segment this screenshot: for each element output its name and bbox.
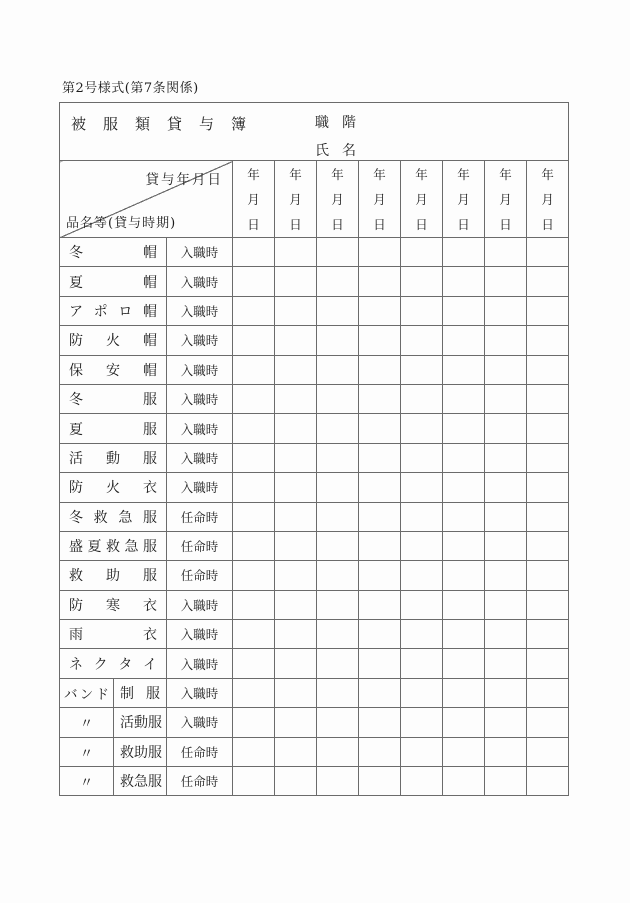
table-row bbox=[60, 296, 569, 325]
ditto-mark: 〃 bbox=[79, 745, 94, 762]
date-entry-cell bbox=[359, 737, 401, 766]
date-entry-cell bbox=[443, 678, 485, 707]
table-row bbox=[60, 678, 569, 707]
date-entry-cell bbox=[527, 443, 569, 472]
period-cell: 入職時 bbox=[167, 414, 233, 443]
date-part-label: 年 bbox=[289, 167, 302, 182]
period-cell: 入職時 bbox=[167, 590, 233, 619]
date-entry-cell bbox=[401, 502, 443, 531]
date-entry-cell bbox=[527, 649, 569, 678]
date-entry-cell bbox=[401, 561, 443, 590]
date-entry-cell bbox=[401, 355, 443, 384]
date-entry-cell bbox=[527, 590, 569, 619]
date-entry-cell bbox=[233, 678, 275, 707]
item-name-cell bbox=[60, 414, 167, 443]
date-column-header bbox=[485, 161, 527, 238]
date-part-label: 年 bbox=[415, 167, 428, 182]
date-entry-cell bbox=[485, 620, 527, 649]
item-name-cell bbox=[60, 531, 167, 560]
table-row bbox=[60, 326, 569, 355]
item-name-cell bbox=[60, 267, 167, 296]
date-entry-cell bbox=[401, 473, 443, 502]
date-entry-cell bbox=[485, 238, 527, 267]
date-entry-cell bbox=[485, 531, 527, 560]
date-entry-cell bbox=[233, 620, 275, 649]
date-part-label: 月 bbox=[373, 192, 386, 207]
date-part-label: 年 bbox=[499, 167, 512, 182]
date-entry-cell bbox=[359, 649, 401, 678]
date-entry-cell bbox=[275, 590, 317, 619]
item-group-cell bbox=[60, 708, 114, 737]
date-column-header bbox=[275, 161, 317, 238]
item-name-cell bbox=[60, 384, 167, 413]
date-entry-cell bbox=[359, 384, 401, 413]
date-entry-cell bbox=[401, 267, 443, 296]
date-entry-cell bbox=[443, 561, 485, 590]
date-column-header bbox=[359, 161, 401, 238]
date-entry-cell bbox=[359, 355, 401, 384]
period-cell: 任命時 bbox=[167, 531, 233, 560]
date-entry-cell bbox=[485, 767, 527, 796]
date-entry-cell bbox=[317, 708, 359, 737]
date-entry-cell bbox=[359, 296, 401, 325]
period-cell: 入職時 bbox=[167, 238, 233, 267]
date-entry-cell bbox=[359, 267, 401, 296]
date-column-header bbox=[527, 161, 569, 238]
date-entry-cell bbox=[233, 531, 275, 560]
item-name-cell bbox=[114, 767, 167, 796]
date-part-label: 日 bbox=[289, 217, 302, 232]
item-name: 防 火 衣 bbox=[69, 480, 157, 497]
date-part-label: 年 bbox=[373, 167, 386, 182]
table-row bbox=[60, 414, 569, 443]
date-entry-cell bbox=[443, 238, 485, 267]
ditto-mark: 〃 bbox=[79, 716, 94, 733]
date-entry-cell bbox=[527, 531, 569, 560]
date-entry-cell bbox=[359, 238, 401, 267]
date-entry-cell bbox=[275, 443, 317, 472]
item-name: 救 助 服 bbox=[120, 744, 162, 761]
date-entry-cell bbox=[275, 561, 317, 590]
item-name-cell bbox=[114, 708, 167, 737]
date-entry-cell bbox=[443, 355, 485, 384]
date-entry-cell bbox=[401, 443, 443, 472]
date-entry-cell bbox=[359, 443, 401, 472]
date-entry-cell bbox=[485, 414, 527, 443]
column-header-row bbox=[60, 161, 569, 238]
date-part-label: 年 bbox=[247, 167, 260, 182]
date-entry-cell bbox=[443, 708, 485, 737]
period-cell: 入職時 bbox=[167, 678, 233, 707]
date-entry-cell bbox=[401, 767, 443, 796]
item-name-cell bbox=[60, 473, 167, 502]
date-entry-cell bbox=[359, 590, 401, 619]
date-entry-cell bbox=[275, 326, 317, 355]
date-entry-cell bbox=[317, 473, 359, 502]
date-entry-cell bbox=[527, 737, 569, 766]
date-part-label: 月 bbox=[415, 192, 428, 207]
date-entry-cell bbox=[401, 620, 443, 649]
date-entry-cell bbox=[485, 326, 527, 355]
date-entry-cell bbox=[527, 414, 569, 443]
period-cell: 入職時 bbox=[167, 326, 233, 355]
date-entry-cell bbox=[233, 649, 275, 678]
table-row bbox=[60, 531, 569, 560]
date-entry-cell bbox=[443, 296, 485, 325]
date-entry-cell bbox=[443, 267, 485, 296]
table-row bbox=[60, 590, 569, 619]
date-entry-cell bbox=[359, 502, 401, 531]
date-entry-cell bbox=[527, 678, 569, 707]
date-part-label: 月 bbox=[247, 192, 260, 207]
item-name-cell bbox=[60, 355, 167, 384]
date-entry-cell bbox=[317, 767, 359, 796]
date-entry-cell bbox=[317, 620, 359, 649]
date-entry-cell bbox=[485, 649, 527, 678]
date-part-label: 年 bbox=[457, 167, 470, 182]
date-entry-cell bbox=[527, 326, 569, 355]
date-entry-cell bbox=[485, 678, 527, 707]
date-entry-cell bbox=[443, 443, 485, 472]
date-entry-cell bbox=[233, 296, 275, 325]
date-entry-cell bbox=[233, 767, 275, 796]
date-entry-cell bbox=[527, 267, 569, 296]
item-name-header-label: 品名等(貸与時期) bbox=[66, 216, 177, 231]
date-entry-cell bbox=[233, 708, 275, 737]
date-entry-cell bbox=[443, 326, 485, 355]
date-entry-cell bbox=[233, 414, 275, 443]
date-entry-cell bbox=[275, 737, 317, 766]
item-name: 冬 帽 bbox=[69, 245, 157, 262]
date-part-label: 年 bbox=[331, 167, 344, 182]
date-entry-cell bbox=[401, 238, 443, 267]
date-entry-cell bbox=[275, 384, 317, 413]
item-name-cell bbox=[114, 678, 167, 707]
date-entry-cell bbox=[317, 267, 359, 296]
date-entry-cell bbox=[233, 561, 275, 590]
item-name-cell bbox=[60, 238, 167, 267]
period-cell: 任命時 bbox=[167, 502, 233, 531]
date-entry-cell bbox=[401, 414, 443, 443]
item-group: バ ン ド bbox=[64, 687, 109, 704]
date-entry-cell bbox=[527, 767, 569, 796]
date-entry-cell bbox=[233, 443, 275, 472]
date-column-header bbox=[233, 161, 275, 238]
date-entry-cell bbox=[485, 296, 527, 325]
date-column-header bbox=[401, 161, 443, 238]
date-entry-cell bbox=[485, 267, 527, 296]
date-entry-cell bbox=[443, 767, 485, 796]
date-entry-cell bbox=[359, 531, 401, 560]
item-name-cell bbox=[60, 326, 167, 355]
date-entry-cell bbox=[317, 238, 359, 267]
date-entry-cell bbox=[443, 531, 485, 560]
date-entry-cell bbox=[317, 443, 359, 472]
date-entry-cell bbox=[317, 678, 359, 707]
rank-label: 職階 bbox=[315, 115, 369, 131]
date-entry-cell bbox=[527, 355, 569, 384]
item-name: 保 安 帽 bbox=[69, 362, 157, 379]
item-group-cell bbox=[60, 737, 114, 766]
date-entry-cell bbox=[527, 561, 569, 590]
date-entry-cell bbox=[275, 296, 317, 325]
date-entry-cell bbox=[275, 708, 317, 737]
date-entry-cell bbox=[485, 502, 527, 531]
item-name: 夏 服 bbox=[69, 421, 157, 438]
diagonal-header-cell bbox=[60, 161, 233, 238]
date-entry-cell bbox=[443, 737, 485, 766]
table-row bbox=[60, 620, 569, 649]
item-name-cell bbox=[60, 443, 167, 472]
date-entry-cell bbox=[275, 649, 317, 678]
date-entry-cell bbox=[401, 531, 443, 560]
date-entry-cell bbox=[317, 384, 359, 413]
date-entry-cell bbox=[359, 561, 401, 590]
date-entry-cell bbox=[359, 414, 401, 443]
item-name: 冬 救 急 服 bbox=[69, 509, 157, 526]
item-name: 冬 服 bbox=[69, 392, 157, 409]
date-entry-cell bbox=[275, 414, 317, 443]
date-entry-cell bbox=[443, 649, 485, 678]
table-row bbox=[60, 708, 569, 737]
date-entry-cell bbox=[317, 326, 359, 355]
date-entry-cell bbox=[401, 649, 443, 678]
date-entry-cell bbox=[443, 502, 485, 531]
date-entry-cell bbox=[233, 590, 275, 619]
date-entry-cell bbox=[443, 590, 485, 619]
ditto-mark: 〃 bbox=[79, 775, 94, 792]
item-name: 救 助 服 bbox=[69, 568, 157, 585]
table-row bbox=[60, 355, 569, 384]
name-label: 氏名 bbox=[315, 143, 369, 159]
date-entry-cell bbox=[275, 678, 317, 707]
date-entry-cell bbox=[443, 414, 485, 443]
date-entry-cell bbox=[275, 531, 317, 560]
date-entry-cell bbox=[275, 473, 317, 502]
date-entry-cell bbox=[485, 443, 527, 472]
table-row bbox=[60, 502, 569, 531]
table-row bbox=[60, 267, 569, 296]
item-name: 防 寒 衣 bbox=[69, 597, 157, 614]
date-entry-cell bbox=[527, 502, 569, 531]
item-name: 救 急 服 bbox=[120, 774, 162, 791]
date-entry-cell bbox=[359, 473, 401, 502]
date-entry-cell bbox=[401, 678, 443, 707]
date-entry-cell bbox=[401, 708, 443, 737]
date-entry-cell bbox=[233, 502, 275, 531]
date-entry-cell bbox=[527, 384, 569, 413]
item-name-cell bbox=[60, 649, 167, 678]
date-part-label: 年 bbox=[541, 167, 554, 182]
period-cell: 入職時 bbox=[167, 649, 233, 678]
period-cell: 入職時 bbox=[167, 620, 233, 649]
date-entry-cell bbox=[401, 737, 443, 766]
table-row bbox=[60, 561, 569, 590]
period-cell: 入職時 bbox=[167, 384, 233, 413]
period-cell: 入職時 bbox=[167, 296, 233, 325]
item-name-cell bbox=[60, 502, 167, 531]
table-row bbox=[60, 649, 569, 678]
date-entry-cell bbox=[401, 384, 443, 413]
period-cell: 入職時 bbox=[167, 355, 233, 384]
period-cell: 入職時 bbox=[167, 708, 233, 737]
date-entry-cell bbox=[317, 355, 359, 384]
date-entry-cell bbox=[443, 384, 485, 413]
item-name-cell bbox=[60, 590, 167, 619]
date-entry-cell bbox=[359, 620, 401, 649]
date-entry-cell bbox=[359, 678, 401, 707]
table-row bbox=[60, 737, 569, 766]
table-header-box bbox=[60, 103, 569, 161]
date-entry-cell bbox=[233, 384, 275, 413]
date-entry-cell bbox=[317, 531, 359, 560]
date-entry-cell bbox=[233, 737, 275, 766]
period-cell: 入職時 bbox=[167, 443, 233, 472]
date-entry-cell bbox=[401, 590, 443, 619]
period-cell: 入職時 bbox=[167, 473, 233, 502]
date-column-header bbox=[317, 161, 359, 238]
date-entry-cell bbox=[317, 502, 359, 531]
table-row bbox=[60, 443, 569, 472]
item-group-cell bbox=[60, 678, 114, 707]
item-name-cell bbox=[114, 737, 167, 766]
date-entry-cell bbox=[359, 708, 401, 737]
date-entry-cell bbox=[317, 561, 359, 590]
table-header-row bbox=[60, 103, 569, 161]
date-entry-cell bbox=[233, 326, 275, 355]
date-entry-cell bbox=[443, 473, 485, 502]
item-name-cell bbox=[60, 561, 167, 590]
item-name: 盛 夏 救 急 服 bbox=[69, 539, 157, 556]
date-entry-cell bbox=[485, 737, 527, 766]
date-part-label: 日 bbox=[457, 217, 470, 232]
date-entry-cell bbox=[527, 296, 569, 325]
date-part-label: 日 bbox=[415, 217, 428, 232]
period-cell: 任命時 bbox=[167, 737, 233, 766]
date-entry-cell bbox=[317, 649, 359, 678]
form-number: 第2号様式(第7条関係) bbox=[62, 81, 199, 96]
period-cell: 任命時 bbox=[167, 561, 233, 590]
date-entry-cell bbox=[527, 620, 569, 649]
item-name: 雨 衣 bbox=[69, 627, 157, 644]
date-entry-cell bbox=[233, 267, 275, 296]
date-part-label: 月 bbox=[331, 192, 344, 207]
loan-date-header-label: 貸与年月日 bbox=[145, 172, 223, 188]
period-cell: 任命時 bbox=[167, 767, 233, 796]
item-name-cell bbox=[60, 296, 167, 325]
date-entry-cell bbox=[275, 767, 317, 796]
clothing-loan-table bbox=[59, 102, 569, 796]
item-name: ネ ク タ イ bbox=[69, 656, 157, 673]
date-entry-cell bbox=[233, 473, 275, 502]
date-entry-cell bbox=[275, 355, 317, 384]
date-entry-cell bbox=[233, 238, 275, 267]
date-part-label: 日 bbox=[373, 217, 386, 232]
date-entry-cell bbox=[317, 414, 359, 443]
date-entry-cell bbox=[443, 620, 485, 649]
date-entry-cell bbox=[527, 473, 569, 502]
table-row bbox=[60, 384, 569, 413]
table-row bbox=[60, 238, 569, 267]
date-entry-cell bbox=[275, 502, 317, 531]
date-entry-cell bbox=[359, 767, 401, 796]
date-entry-cell bbox=[485, 473, 527, 502]
date-entry-cell bbox=[275, 238, 317, 267]
date-entry-cell bbox=[317, 296, 359, 325]
date-entry-cell bbox=[275, 620, 317, 649]
period-cell: 入職時 bbox=[167, 267, 233, 296]
date-part-label: 月 bbox=[541, 192, 554, 207]
item-name: 防 火 帽 bbox=[69, 333, 157, 350]
date-part-label: 月 bbox=[499, 192, 512, 207]
date-entry-cell bbox=[485, 384, 527, 413]
table-row bbox=[60, 473, 569, 502]
date-entry-cell bbox=[233, 355, 275, 384]
date-part-label: 月 bbox=[457, 192, 470, 207]
date-entry-cell bbox=[485, 590, 527, 619]
date-entry-cell bbox=[527, 238, 569, 267]
date-entry-cell bbox=[485, 561, 527, 590]
item-name: ア ポ ロ 帽 bbox=[69, 303, 157, 320]
date-part-label: 日 bbox=[331, 217, 344, 232]
table-row bbox=[60, 767, 569, 796]
date-part-label: 日 bbox=[541, 217, 554, 232]
date-entry-cell bbox=[275, 267, 317, 296]
item-group-cell bbox=[60, 767, 114, 796]
date-entry-cell bbox=[485, 708, 527, 737]
date-part-label: 日 bbox=[499, 217, 512, 232]
date-entry-cell bbox=[485, 355, 527, 384]
item-name: 活 動 服 bbox=[69, 450, 157, 467]
date-entry-cell bbox=[527, 708, 569, 737]
date-entry-cell bbox=[401, 326, 443, 355]
date-entry-cell bbox=[359, 326, 401, 355]
date-column-header bbox=[443, 161, 485, 238]
item-name: 夏 帽 bbox=[69, 274, 157, 291]
date-entry-cell bbox=[317, 737, 359, 766]
date-entry-cell bbox=[401, 296, 443, 325]
date-part-label: 日 bbox=[247, 217, 260, 232]
date-part-label: 月 bbox=[289, 192, 302, 207]
item-name: 活 動 服 bbox=[120, 715, 162, 732]
form-title: 被服類貸与簿 bbox=[71, 115, 264, 133]
date-entry-cell bbox=[317, 590, 359, 619]
item-name-cell bbox=[60, 620, 167, 649]
item-name: 制 服 bbox=[120, 686, 160, 703]
